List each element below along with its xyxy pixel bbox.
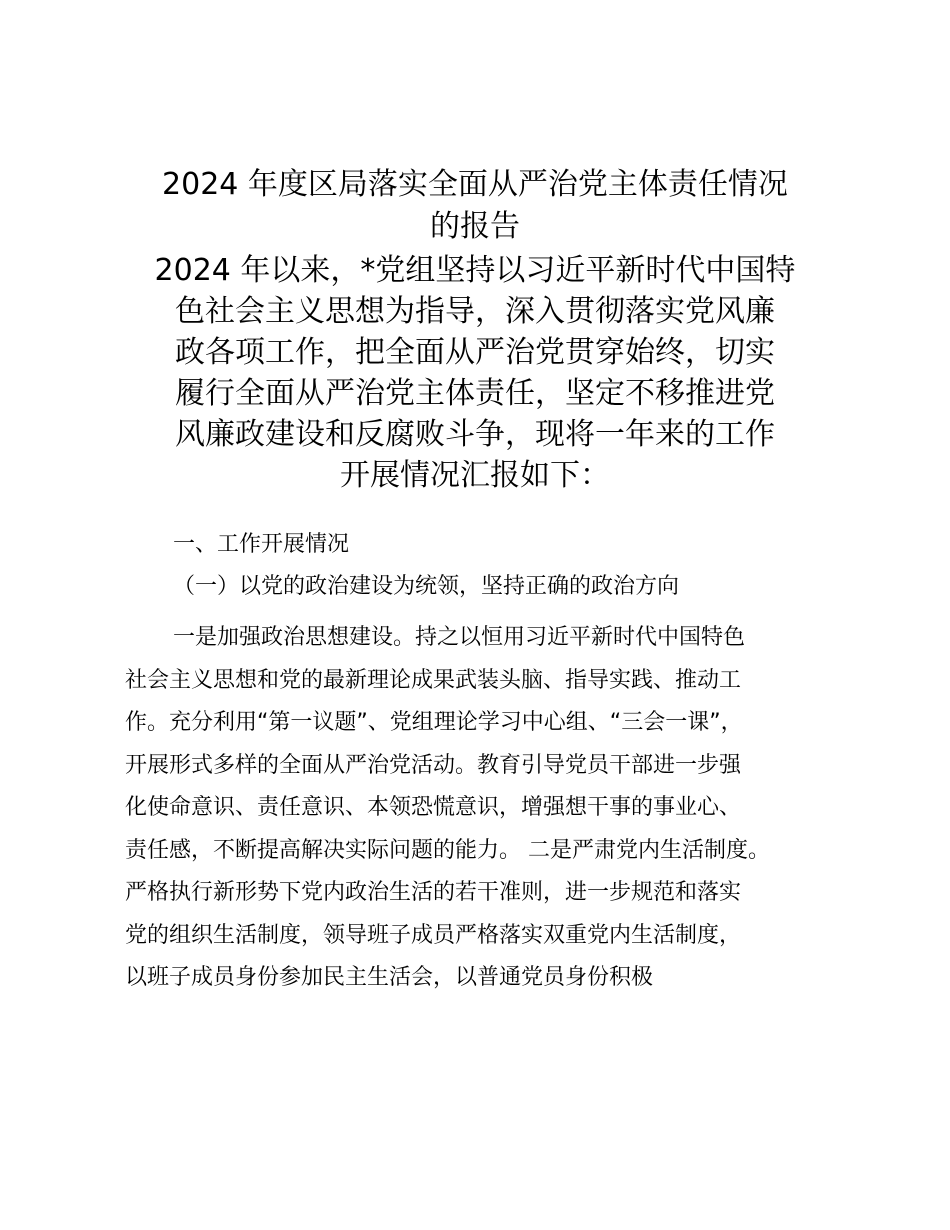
body-paragraph — [125, 617, 855, 1000]
intro-line: 风廉政建设和反腐败斗争，现将一年来的工作 — [175, 417, 775, 452]
section-heading: 一、工作开展情况 — [173, 532, 350, 557]
body-line: 责任感，不断提高解决实际问题的能力。 二是严肃党内生活制度。 — [125, 837, 770, 863]
sub-heading: （一）以党的政治建设为统领，坚持正确的政治方向 — [173, 574, 680, 599]
document-title — [120, 164, 830, 248]
title-line: 的报告 — [430, 209, 520, 244]
body-line: 以班子成员身份参加民主生活会，以普通党员身份积极 — [125, 965, 654, 990]
intro-line: 开展情况汇报如下： — [340, 458, 610, 493]
title-line: 2024 年度区局落实全面从严治党主体责任情况 — [162, 167, 788, 202]
intro-line: 政各项工作，把全面从严治党贯穿始终，切实 — [175, 335, 775, 370]
intro-line: 色社会主义思想为指导，深入贯彻落实党风廉 — [175, 294, 775, 329]
body-line: 一是加强政治思想建设。持之以恒用习近平新时代中国特色 — [173, 625, 746, 650]
body-line: 作。充分利用“第一议题”、党组理论学习中心组、“三会一课”， — [125, 710, 743, 735]
body-line: 党的组织生活制度，领导班子成员严格落实双重党内生活制度， — [125, 922, 742, 948]
body-line: 化使命意识、责任意识、本领恐慌意识，增强想干事的事业心、 — [125, 795, 742, 820]
body-line: 严格执行新形势下党内政治生活的若干准则，进一步规范和落实 — [125, 880, 742, 905]
intro-line: 履行全面从严治党主体责任，坚定不移推进党 — [175, 376, 775, 411]
intro-paragraph — [120, 250, 830, 496]
intro-line: 2024 年以来，*党组坚持以习近平新时代中国特 — [154, 253, 796, 288]
body-line: 社会主义思想和党的最新理论成果武装头脑、指导实践、推动工 — [125, 667, 742, 693]
body-line: 开展形式多样的全面从严治党活动。教育引导党员干部进一步强 — [125, 752, 742, 778]
